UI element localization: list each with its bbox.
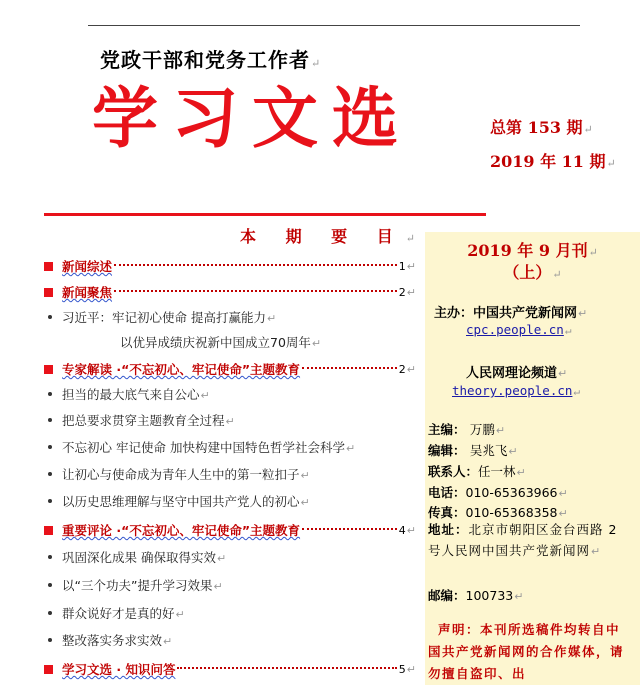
toc-item[interactable]: 担当的最大底气来自公心↵ [44,385,416,405]
toc-item[interactable]: 以“三个功夫”提升学习效果↵ [44,576,416,596]
postal-address: 地址：北京市朝阳区金台西路 2 号人民网中国共产党新闻网↵ [428,522,618,558]
total-issue-number: 总第 153 期↵ [490,118,593,137]
toc-item[interactable]: 不忘初心 牢记使命 加快构建中国特色哲学社会科学↵ [44,438,416,458]
fax-number: 传真：010-65368358↵ [428,505,568,520]
contact-person: 联系人：任一林↵ [428,464,526,479]
bullet-icon [48,418,52,422]
bullet-icon [48,499,52,503]
sponsor-url[interactable]: cpc.people.cn↵ [466,322,572,337]
red-square-bullet-icon [44,526,53,535]
red-square-bullet-icon [44,665,53,674]
masthead-divider [44,213,486,216]
masthead-title: 学习文选 [92,80,412,157]
bullet-icon [48,472,52,476]
sponsor-line: 主办：中国共产党新闻网↵ [434,306,588,321]
toc-item[interactable]: 让初心与使命成为青年人生中的第一粒扣子↵ [44,465,416,485]
toc-item[interactable]: 整改落实务求实效↵ [44,631,416,651]
toc-item[interactable]: 以历史思维理解与坚守中国共产党人的初心↵ [44,492,416,512]
bullet-icon [48,315,52,319]
bullet-icon [48,392,52,396]
dot-leader [302,527,397,530]
toc-section-expert-analysis[interactable]: 专家解读 ·“不忘初心、牢记使命”主题教育 2 ↵ [44,359,416,379]
panel-issue-date: 2019 年 9 月刊↵ [467,241,598,260]
toc-item-continuation[interactable]: 以优异成绩庆祝新中国成立70周年↵ [120,335,322,350]
editor: 编辑： 吴兆飞↵ [428,443,518,458]
red-square-bullet-icon [44,365,53,374]
copyright-declaration: 声明：本刊所选稿件均转自中国共产党新闻网的合作媒体，请勿擅自盗印、出 [428,622,625,681]
publication-subtitle: 党政干部和党务工作者↵ [100,48,322,72]
toc-section-news-review[interactable]: 新闻综述 1 ↵ [44,256,416,276]
channel-url[interactable]: theory.people.cn↵ [452,383,581,398]
toc-title: 本 期 要 目↵ [240,227,415,246]
zip-code: 邮编：100733↵ [428,588,524,603]
toc-item[interactable]: 巩固深化成果 确保取得实效↵ [44,548,416,568]
bullet-icon [48,445,52,449]
page-number: 5 [398,662,406,676]
toc-item[interactable]: 习近平：牢记初心使命 提高打赢能力↵ [44,308,416,328]
panel-issue-part: （上）↵ [503,263,562,282]
top-rule [88,25,580,26]
toc-item[interactable]: 把总要求贯穿主题教育全过程↵ [44,411,416,431]
page-number: 4 [398,523,406,537]
editor-in-chief: 主编： 万鹏↵ [428,422,506,437]
toc-section-news-focus[interactable]: 新闻聚焦 2 ↵ [44,282,416,302]
toc-section-key-commentary[interactable]: 重要评论 ·“不忘初心、牢记使命”主题教育 4 ↵ [44,520,416,540]
bullet-icon [48,555,52,559]
toc-section-qa[interactable]: 学习文选 · 知识问答 5 ↵ [44,659,416,679]
page-number: 1 [398,259,406,273]
bullet-icon [48,583,52,587]
dot-leader [114,289,397,292]
page-number: 2 [398,285,406,299]
channel-name: 人民网理论频道↵ [466,366,568,381]
monthly-issue-number: 2019 年 11 期↵ [490,152,616,171]
dot-leader [177,666,396,669]
phone-number: 电话：010-65363966↵ [428,485,568,500]
bullet-icon [48,638,52,642]
bullet-icon [48,611,52,615]
dot-leader [114,263,397,266]
red-square-bullet-icon [44,262,53,271]
page-number: 2 [398,362,406,376]
red-square-bullet-icon [44,288,53,297]
toc-item[interactable]: 群众说好才是真的好↵ [44,604,416,624]
dot-leader [302,366,397,369]
